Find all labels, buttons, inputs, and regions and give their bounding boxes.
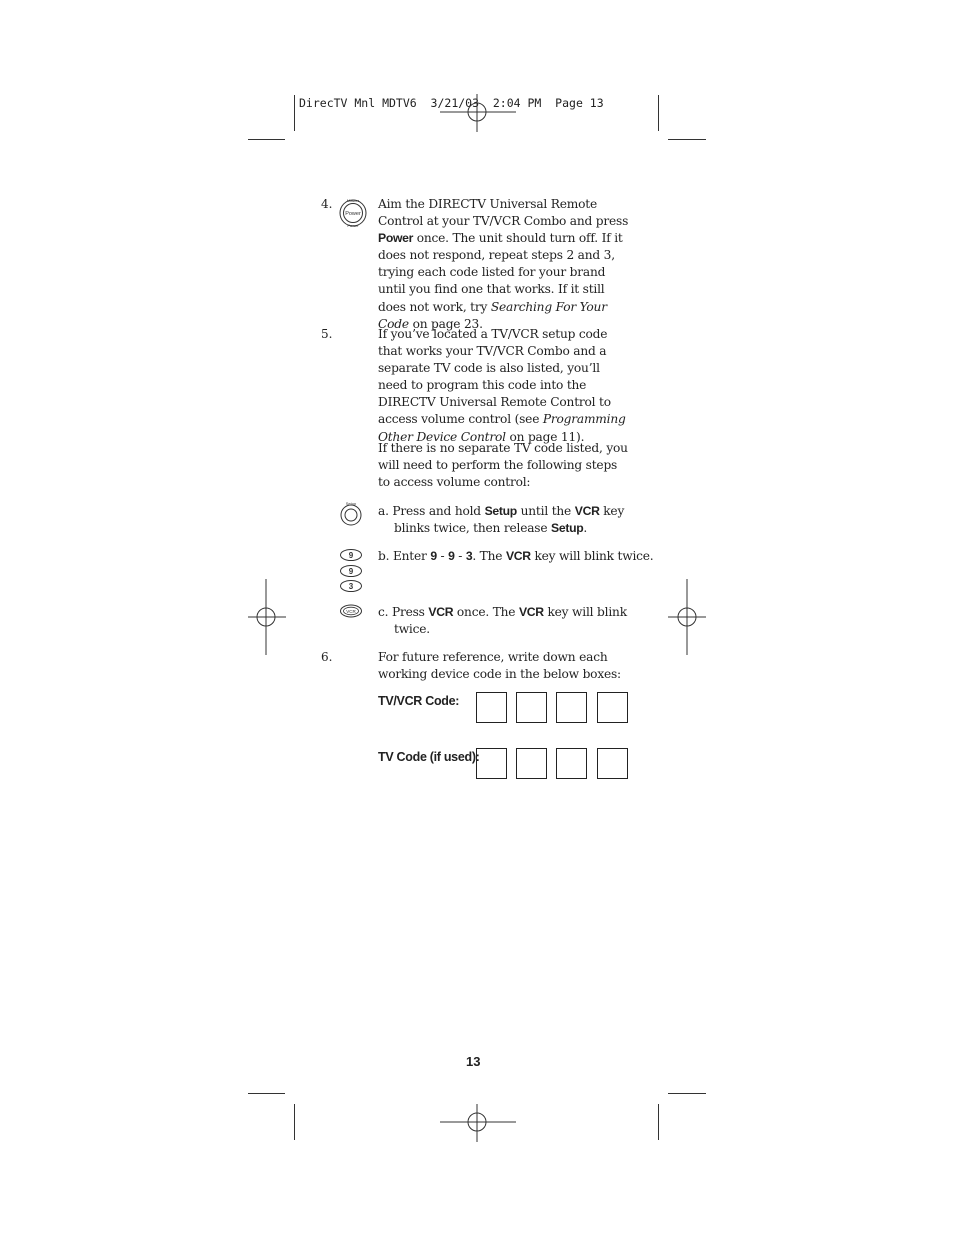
registration-mark-right: [668, 579, 706, 655]
svg-text:9: 9: [348, 551, 354, 560]
crop-mark: [248, 1093, 285, 1094]
tv-code-label: TV Code (if used):: [378, 750, 480, 764]
svg-text:Setup: Setup: [345, 501, 357, 506]
sub-step-a-text: a. Press and hold Setup until the VCR key blinks twice, then release Setup.: [378, 504, 625, 536]
svg-text:Power: Power: [347, 223, 359, 228]
tvvcr-code-box[interactable]: [556, 692, 587, 723]
crop-mark: [668, 139, 706, 140]
step-number: 6.: [321, 650, 333, 664]
step-number: 5.: [321, 327, 333, 341]
svg-text:3: 3: [348, 582, 354, 591]
power-button-icon: [338, 197, 368, 229]
tv-code-box[interactable]: [597, 748, 628, 779]
setup-button-icon: [339, 501, 363, 527]
sub-step-b-text: b. Enter 9 - 9 - 3. The VCR key will blink twice.: [378, 549, 654, 563]
step-5-text: If you’ve located a TV/VCR setup code that works your TV/VCR Combo and a separate TV code is also listed, you’ll need to program this code into the DIRECTV Universal Remote Control to access volume control (see Programming Other Device Control on page 11).: [378, 327, 626, 444]
crop-mark: [668, 1093, 706, 1094]
svg-text:9: 9: [348, 567, 354, 576]
registration-mark-top: [440, 94, 516, 132]
step-6-text: For future reference, write down each working device code in the below boxes:: [378, 650, 621, 682]
step-5-paragraph-2: If there is no separate TV code listed, you will need to perform the following steps to access volume control:: [378, 441, 628, 490]
printer-slug: DirecTV Mnl MDTV6 3/21/03 2:04 PM Page 13: [299, 96, 604, 110]
step-number: 4.: [321, 197, 333, 211]
section-reference: Searching For Your Code: [378, 299, 607, 331]
crop-mark: [294, 1104, 295, 1140]
sub-step-c-text: c. Press VCR once. The VCR key will blink twice.: [378, 605, 627, 637]
svg-text:Master: Master: [346, 198, 360, 203]
power-key-name: Power: [378, 231, 414, 246]
tv-code-box[interactable]: [556, 748, 587, 779]
tvvcr-code-box[interactable]: [476, 692, 507, 723]
svg-text:VCR: VCR: [346, 609, 356, 614]
svg-text:Power: Power: [345, 211, 361, 217]
tv-code-box[interactable]: [476, 748, 507, 779]
registration-mark-left: [248, 579, 286, 655]
section-reference: Programming Other Device Control: [378, 412, 626, 444]
vcr-key-icon: [339, 603, 365, 619]
tvvcr-code-label: TV/VCR Code:: [378, 694, 460, 708]
crop-mark: [294, 95, 295, 131]
step-4-text: Aim the DIRECTV Universal Remote Control at your TV/VCR Combo and press Power once. The unit should turn off. If it does not respond, repeat steps 2 and 3, trying each code listed for your brand until you find one that works. If it still does not work, try Searching For Your Code on page 23.: [378, 197, 629, 331]
digit-keys-icon: [339, 548, 365, 594]
crop-mark: [658, 95, 659, 131]
page-number: 13: [466, 1054, 481, 1069]
tvvcr-code-box[interactable]: [516, 692, 547, 723]
registration-mark-bottom: [440, 1104, 516, 1142]
tvvcr-code-box[interactable]: [597, 692, 628, 723]
crop-mark: [658, 1104, 659, 1140]
crop-mark: [248, 139, 285, 140]
tv-code-box[interactable]: [516, 748, 547, 779]
